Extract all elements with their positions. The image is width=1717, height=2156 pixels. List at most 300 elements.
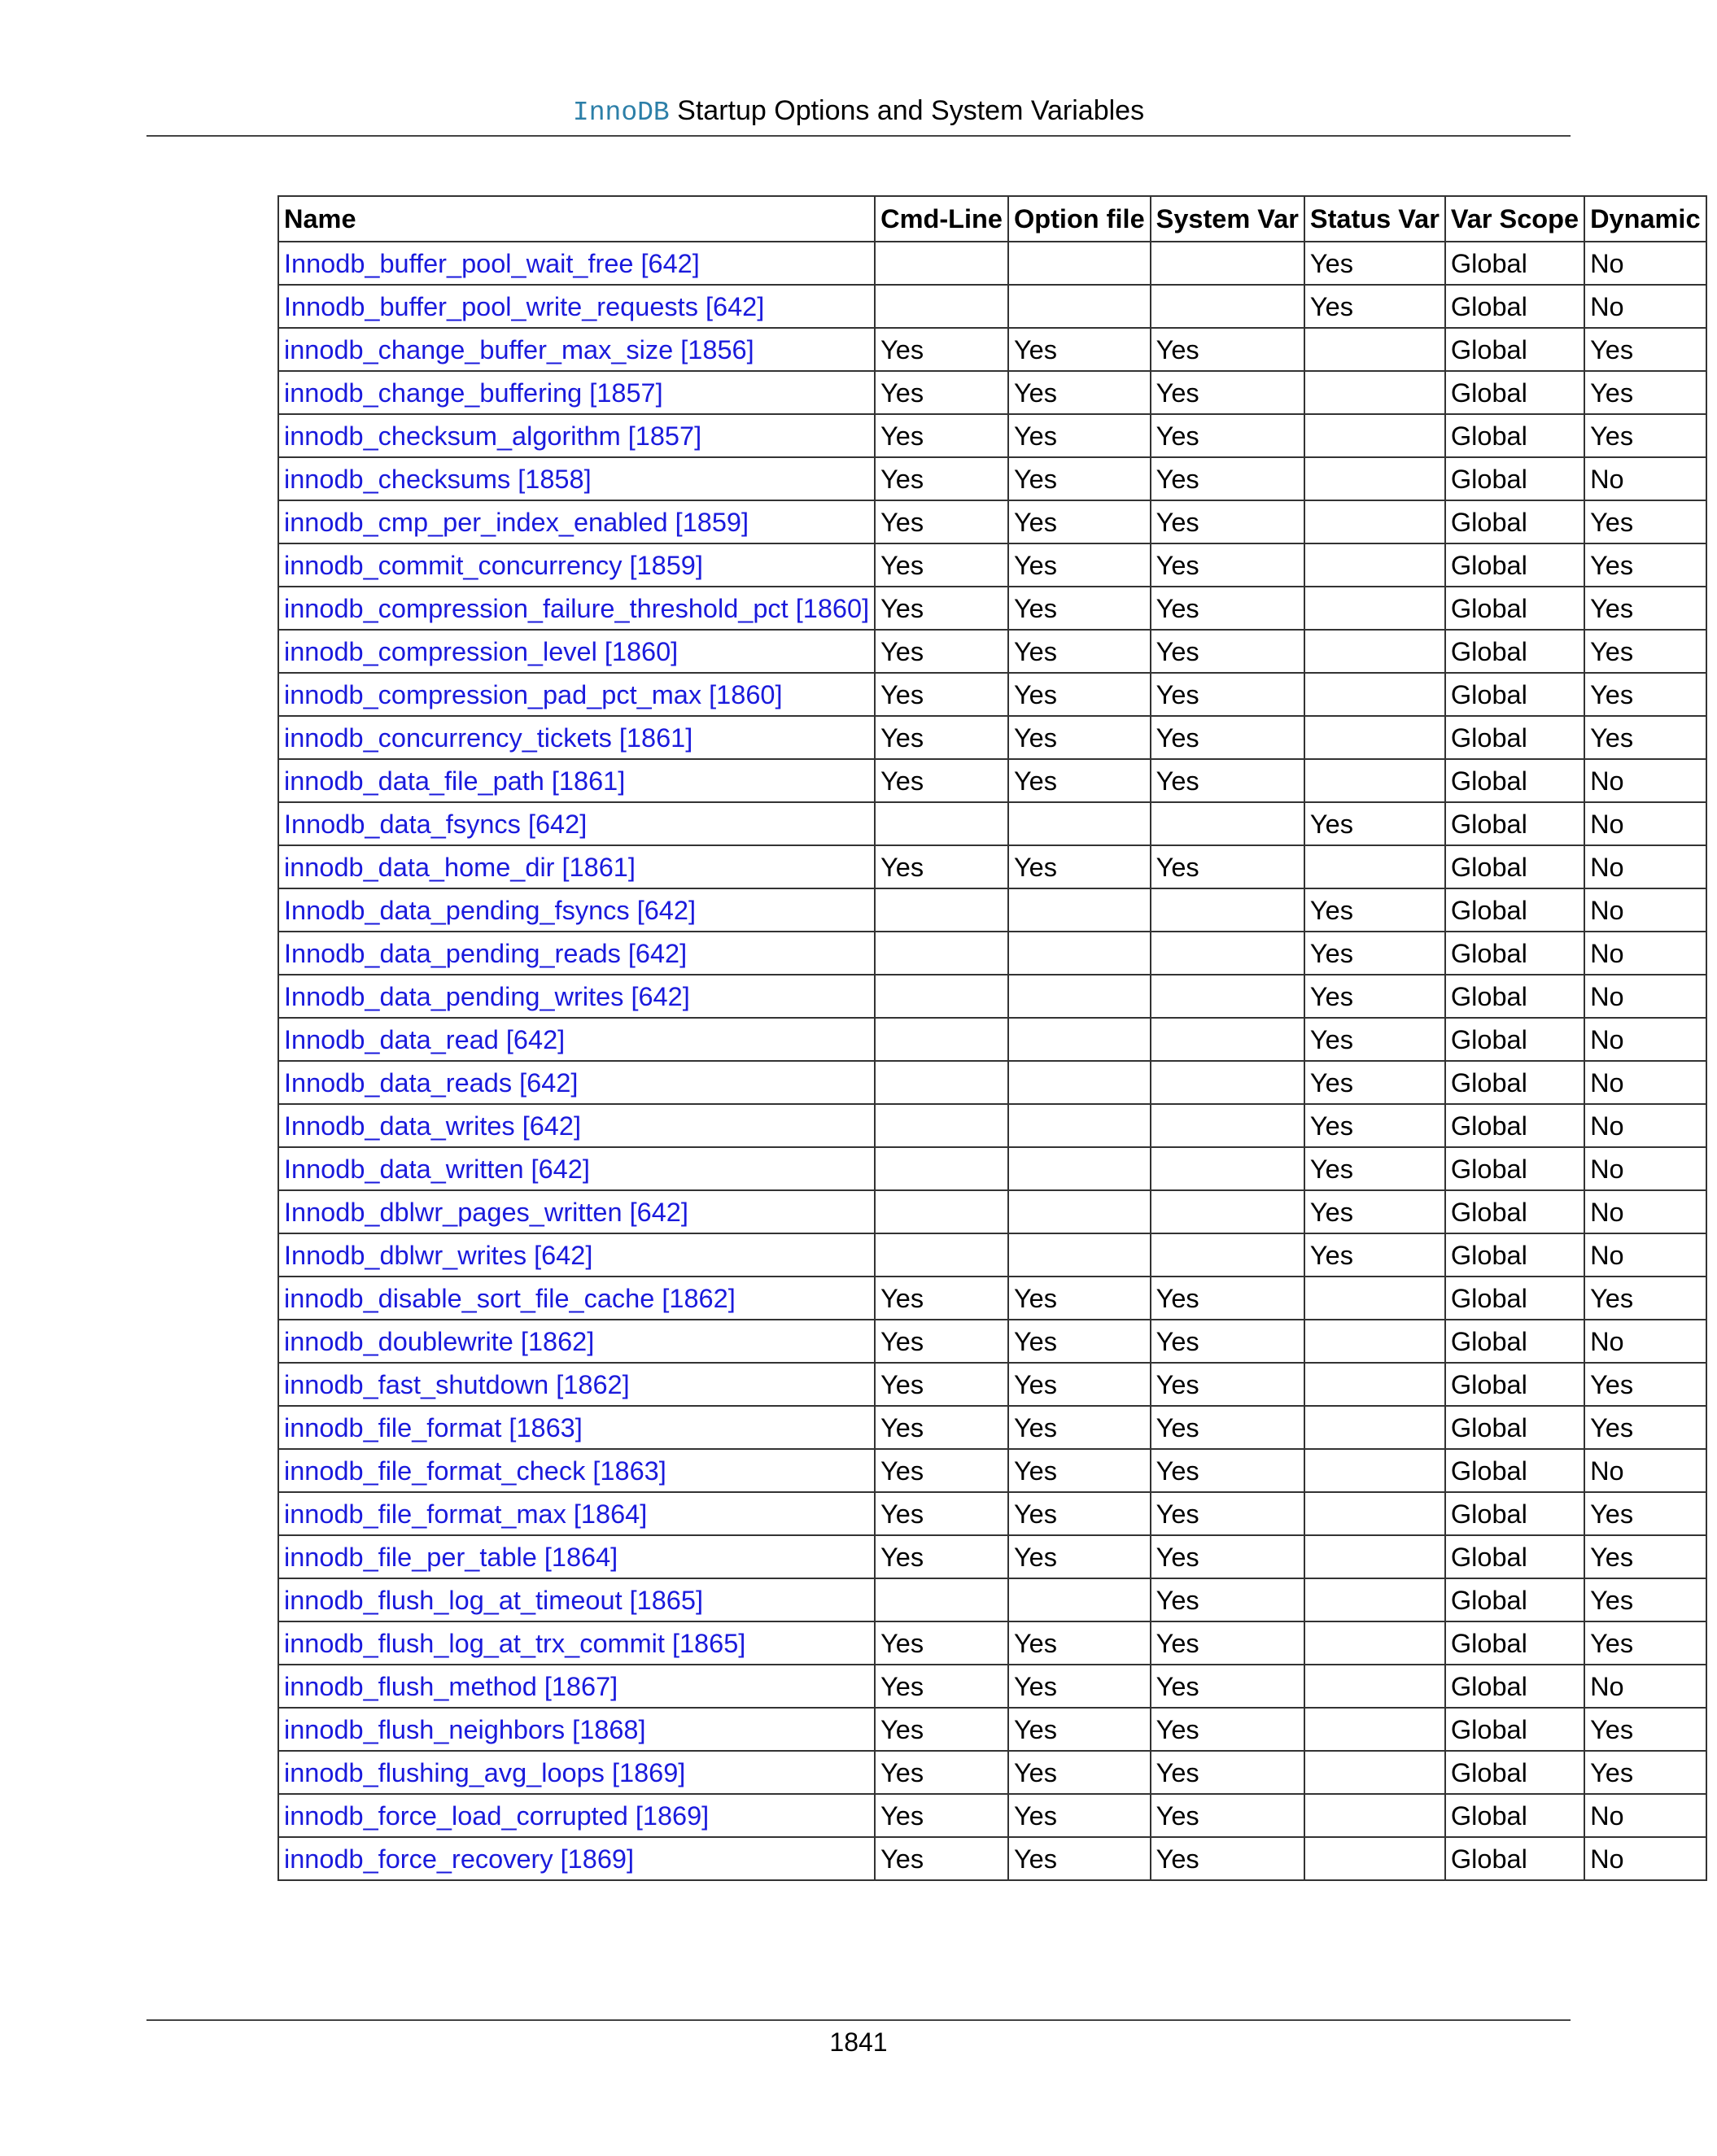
table-row: [278, 802, 1706, 845]
status-var-cell: [1304, 328, 1445, 371]
dynamic-cell: Yes: [1584, 1578, 1706, 1621]
var-scope-cell: Global: [1445, 1665, 1584, 1708]
variable-name-text[interactable]: innodb_force_recovery [1869]: [284, 1844, 635, 1874]
variable-name-text[interactable]: Innodb_data_fsyncs [642]: [284, 809, 588, 839]
dynamic-cell: Yes: [1584, 500, 1706, 543]
option-file-cell: [1008, 802, 1151, 845]
variable-name-text[interactable]: innodb_compression_failure_threshold_pct [1860]: [284, 593, 870, 623]
table-row: [278, 500, 1706, 543]
system-var-cell: Yes: [1151, 587, 1304, 630]
variables-table: [277, 195, 1707, 1881]
dynamic-cell: No: [1584, 1190, 1706, 1233]
dynamic-cell: Yes: [1584, 716, 1706, 759]
system-var-cell: [1151, 802, 1304, 845]
cmd-line-cell: Yes: [875, 1406, 1008, 1449]
option-file-cell: Yes: [1008, 1320, 1151, 1363]
var-scope-cell: Global: [1445, 845, 1584, 888]
option-file-cell: [1008, 1578, 1151, 1621]
var-scope-cell: Global: [1445, 1190, 1584, 1233]
footer-rule: [146, 2019, 1571, 2021]
var-scope-cell: Global: [1445, 802, 1584, 845]
var-scope-cell: Global: [1445, 1578, 1584, 1621]
cmd-line-cell: Yes: [875, 1837, 1008, 1880]
table-row: [278, 888, 1706, 932]
cmd-line-cell: [875, 802, 1008, 845]
column-header: Option file: [1008, 196, 1151, 242]
table-row: [278, 242, 1706, 285]
system-var-cell: [1151, 242, 1304, 285]
variable-name-text[interactable]: innodb_compression_level [1860]: [284, 636, 679, 666]
cmd-line-cell: Yes: [875, 1535, 1008, 1578]
variable-name-link[interactable]: [278, 802, 875, 845]
var-scope-cell: Global: [1445, 1708, 1584, 1751]
system-var-cell: Yes: [1151, 328, 1304, 371]
table-row: [278, 1492, 1706, 1535]
variable-name-text[interactable]: innodb_disable_sort_file_cache [1862]: [284, 1283, 736, 1313]
var-scope-cell: Global: [1445, 1320, 1584, 1363]
system-var-cell: Yes: [1151, 1578, 1304, 1621]
cmd-line-cell: Yes: [875, 1708, 1008, 1751]
table-row: [278, 1535, 1706, 1578]
column-header: System Var: [1151, 196, 1304, 242]
variable-name-text[interactable]: Innodb_buffer_pool_write_requests [642]: [284, 291, 765, 321]
cmd-line-cell: Yes: [875, 1794, 1008, 1837]
var-scope-cell: Global: [1445, 1104, 1584, 1147]
column-header: Var Scope: [1445, 196, 1584, 242]
variable-name-link[interactable]: [278, 1104, 875, 1147]
variable-name-text[interactable]: innodb_checksums [1858]: [284, 464, 592, 494]
status-var-cell: [1304, 1449, 1445, 1492]
dynamic-cell: No: [1584, 1794, 1706, 1837]
variable-name-link[interactable]: [278, 1837, 875, 1880]
status-var-cell: [1304, 673, 1445, 716]
status-var-cell: Yes: [1304, 242, 1445, 285]
option-file-cell: Yes: [1008, 1406, 1151, 1449]
cmd-line-cell: Yes: [875, 759, 1008, 802]
dynamic-cell: No: [1584, 1018, 1706, 1061]
status-var-cell: [1304, 457, 1445, 500]
variable-name-text[interactable]: innodb_checksum_algorithm [1857]: [284, 421, 702, 451]
variable-name-link[interactable]: [278, 1708, 875, 1751]
var-scope-cell: Global: [1445, 630, 1584, 673]
status-var-cell: Yes: [1304, 932, 1445, 975]
cmd-line-cell: Yes: [875, 1621, 1008, 1665]
var-scope-cell: Global: [1445, 716, 1584, 759]
variable-name-text[interactable]: innodb_fast_shutdown [1862]: [284, 1369, 630, 1399]
option-file-cell: Yes: [1008, 1449, 1151, 1492]
cmd-line-cell: [875, 1578, 1008, 1621]
table-row: [278, 1708, 1706, 1751]
variable-name-text[interactable]: Innodb_data_written [642]: [284, 1154, 590, 1184]
system-var-cell: Yes: [1151, 1837, 1304, 1880]
cmd-line-cell: Yes: [875, 500, 1008, 543]
var-scope-cell: Global: [1445, 1794, 1584, 1837]
dynamic-cell: No: [1584, 1665, 1706, 1708]
status-var-cell: [1304, 1751, 1445, 1794]
variable-name-text[interactable]: innodb_force_load_corrupted [1869]: [284, 1800, 710, 1831]
cmd-line-cell: Yes: [875, 1751, 1008, 1794]
variable-name-link[interactable]: [278, 975, 875, 1018]
option-file-cell: [1008, 932, 1151, 975]
variable-name-text[interactable]: Innodb_buffer_pool_wait_free [642]: [284, 248, 700, 278]
variable-name-text[interactable]: innodb_file_per_table [1864]: [284, 1542, 618, 1572]
var-scope-cell: Global: [1445, 1751, 1584, 1794]
column-header: Dynamic: [1584, 196, 1706, 242]
system-var-cell: Yes: [1151, 1277, 1304, 1320]
status-var-cell: [1304, 587, 1445, 630]
dynamic-cell: Yes: [1584, 1621, 1706, 1665]
variable-name-text[interactable]: innodb_file_format [1863]: [284, 1412, 583, 1442]
variable-name-link[interactable]: [278, 457, 875, 500]
table-row: [278, 1277, 1706, 1320]
var-scope-cell: Global: [1445, 1277, 1584, 1320]
table-row: [278, 1233, 1706, 1277]
cmd-line-cell: Yes: [875, 1363, 1008, 1406]
option-file-cell: [1008, 242, 1151, 285]
dynamic-cell: Yes: [1584, 1406, 1706, 1449]
table-row: [278, 285, 1706, 328]
page-number: 1841: [829, 2027, 888, 2057]
var-scope-cell: Global: [1445, 1449, 1584, 1492]
variable-name-text[interactable]: Innodb_dblwr_pages_written [642]: [284, 1197, 688, 1227]
variable-name-link[interactable]: [278, 630, 875, 673]
variable-name-link[interactable]: [278, 1363, 875, 1406]
var-scope-cell: Global: [1445, 285, 1584, 328]
table-row: [278, 1837, 1706, 1880]
option-file-cell: Yes: [1008, 1708, 1151, 1751]
system-var-cell: Yes: [1151, 457, 1304, 500]
status-var-cell: [1304, 1578, 1445, 1621]
system-var-cell: Yes: [1151, 630, 1304, 673]
option-file-cell: Yes: [1008, 1277, 1151, 1320]
table-row: [278, 1794, 1706, 1837]
option-file-cell: Yes: [1008, 630, 1151, 673]
option-file-cell: Yes: [1008, 1492, 1151, 1535]
option-file-cell: Yes: [1008, 500, 1151, 543]
dynamic-cell: No: [1584, 1320, 1706, 1363]
dynamic-cell: Yes: [1584, 1751, 1706, 1794]
system-var-cell: Yes: [1151, 1751, 1304, 1794]
variable-name-text[interactable]: innodb_flush_log_at_trx_commit [1865]: [284, 1628, 746, 1658]
var-scope-cell: Global: [1445, 759, 1584, 802]
variable-name-link[interactable]: [278, 414, 875, 457]
system-var-cell: Yes: [1151, 543, 1304, 587]
cmd-line-cell: Yes: [875, 1492, 1008, 1535]
status-var-cell: Yes: [1304, 1018, 1445, 1061]
variable-name-text[interactable]: innodb_flush_neighbors [1868]: [284, 1714, 646, 1744]
system-var-cell: Yes: [1151, 1665, 1304, 1708]
variable-name-text[interactable]: innodb_commit_concurrency [1859]: [284, 550, 703, 580]
variable-name-link[interactable]: [278, 371, 875, 414]
variable-name-text[interactable]: innodb_change_buffer_max_size [1856]: [284, 334, 754, 364]
status-var-cell: [1304, 1492, 1445, 1535]
variable-name-link[interactable]: [278, 888, 875, 932]
system-var-cell: Yes: [1151, 845, 1304, 888]
variable-name-link[interactable]: [278, 845, 875, 888]
variable-name-text[interactable]: Innodb_dblwr_writes [642]: [284, 1240, 593, 1270]
variable-name-link[interactable]: [278, 716, 875, 759]
variable-name-link[interactable]: [278, 500, 875, 543]
system-var-cell: Yes: [1151, 1363, 1304, 1406]
system-var-cell: [1151, 1147, 1304, 1190]
system-var-cell: Yes: [1151, 673, 1304, 716]
variable-name-link[interactable]: [278, 1320, 875, 1363]
var-scope-cell: Global: [1445, 543, 1584, 587]
table-header-row: [278, 196, 1706, 242]
table-row: [278, 1320, 1706, 1363]
variable-name-link[interactable]: [278, 587, 875, 630]
variable-name-link[interactable]: [278, 242, 875, 285]
status-var-cell: Yes: [1304, 888, 1445, 932]
cmd-line-cell: [875, 888, 1008, 932]
variable-name-link[interactable]: [278, 1751, 875, 1794]
option-file-cell: Yes: [1008, 1535, 1151, 1578]
variable-name-link[interactable]: [278, 1578, 875, 1621]
table-row: [278, 328, 1706, 371]
cmd-line-cell: [875, 975, 1008, 1018]
variable-name-text[interactable]: innodb_data_home_dir [1861]: [284, 852, 636, 882]
status-var-cell: [1304, 1535, 1445, 1578]
table-row: [278, 759, 1706, 802]
dynamic-cell: Yes: [1584, 630, 1706, 673]
var-scope-cell: Global: [1445, 1018, 1584, 1061]
var-scope-cell: Global: [1445, 1837, 1584, 1880]
table-row: [278, 1449, 1706, 1492]
system-var-cell: Yes: [1151, 1621, 1304, 1665]
option-file-cell: [1008, 1147, 1151, 1190]
cmd-line-cell: Yes: [875, 630, 1008, 673]
cmd-line-cell: Yes: [875, 1449, 1008, 1492]
variable-name-link[interactable]: [278, 1233, 875, 1277]
dynamic-cell: No: [1584, 759, 1706, 802]
variable-name-text[interactable]: innodb_flush_method [1867]: [284, 1671, 618, 1701]
header-innodb-prefix: InnoDB: [572, 98, 670, 128]
dynamic-cell: Yes: [1584, 673, 1706, 716]
header-title: Startup Options and System Variables: [669, 95, 1145, 126]
variable-name-link[interactable]: [278, 932, 875, 975]
variable-name-link[interactable]: [278, 328, 875, 371]
option-file-cell: Yes: [1008, 328, 1151, 371]
var-scope-cell: Global: [1445, 457, 1584, 500]
status-var-cell: Yes: [1304, 285, 1445, 328]
status-var-cell: [1304, 1363, 1445, 1406]
option-file-cell: Yes: [1008, 414, 1151, 457]
variable-name-text[interactable]: innodb_change_buffering [1857]: [284, 378, 663, 408]
table-row: [278, 1190, 1706, 1233]
variable-name-link[interactable]: [278, 1406, 875, 1449]
variable-name-text[interactable]: innodb_concurrency_tickets [1861]: [284, 722, 693, 753]
system-var-cell: [1151, 1104, 1304, 1147]
variable-name-link[interactable]: [278, 1665, 875, 1708]
table-row: [278, 1578, 1706, 1621]
cmd-line-cell: Yes: [875, 845, 1008, 888]
table-row: [278, 457, 1706, 500]
system-var-cell: Yes: [1151, 371, 1304, 414]
status-var-cell: Yes: [1304, 1190, 1445, 1233]
table-row: [278, 1018, 1706, 1061]
status-var-cell: [1304, 371, 1445, 414]
system-var-cell: Yes: [1151, 414, 1304, 457]
column-header: Name: [278, 196, 875, 242]
cmd-line-cell: Yes: [875, 543, 1008, 587]
dynamic-cell: No: [1584, 802, 1706, 845]
variable-name-text[interactable]: Innodb_data_reads [642]: [284, 1067, 579, 1098]
variable-name-text[interactable]: innodb_cmp_per_index_enabled [1859]: [284, 507, 749, 537]
dynamic-cell: Yes: [1584, 1492, 1706, 1535]
dynamic-cell: No: [1584, 457, 1706, 500]
var-scope-cell: Global: [1445, 371, 1584, 414]
variable-name-text[interactable]: Innodb_data_pending_reads [642]: [284, 938, 688, 968]
variable-name-text[interactable]: innodb_doublewrite [1862]: [284, 1326, 595, 1356]
variable-name-link[interactable]: [278, 1018, 875, 1061]
variable-name-text[interactable]: Innodb_data_read [642]: [284, 1024, 566, 1054]
status-var-cell: [1304, 759, 1445, 802]
status-var-cell: [1304, 543, 1445, 587]
var-scope-cell: Global: [1445, 414, 1584, 457]
variable-name-link[interactable]: [278, 1621, 875, 1665]
var-scope-cell: Global: [1445, 673, 1584, 716]
variable-name-link[interactable]: [278, 1794, 875, 1837]
variable-name-text[interactable]: innodb_compression_pad_pct_max [1860]: [284, 679, 783, 709]
cmd-line-cell: Yes: [875, 1277, 1008, 1320]
status-var-cell: [1304, 1320, 1445, 1363]
var-scope-cell: Global: [1445, 328, 1584, 371]
status-var-cell: Yes: [1304, 1147, 1445, 1190]
system-var-cell: Yes: [1151, 1320, 1304, 1363]
cmd-line-cell: [875, 932, 1008, 975]
variable-name-text[interactable]: innodb_file_format_check [1863]: [284, 1456, 666, 1486]
cmd-line-cell: [875, 1233, 1008, 1277]
variable-name-link[interactable]: [278, 543, 875, 587]
dynamic-cell: No: [1584, 975, 1706, 1018]
variable-name-text[interactable]: innodb_data_file_path [1861]: [284, 766, 626, 796]
var-scope-cell: Global: [1445, 1406, 1584, 1449]
cmd-line-cell: Yes: [875, 457, 1008, 500]
cmd-line-cell: [875, 242, 1008, 285]
table-row: [278, 1061, 1706, 1104]
table-row: [278, 1406, 1706, 1449]
cmd-line-cell: Yes: [875, 673, 1008, 716]
cmd-line-cell: [875, 1018, 1008, 1061]
system-var-cell: [1151, 1190, 1304, 1233]
variable-name-link[interactable]: [278, 1190, 875, 1233]
variable-name-link[interactable]: [278, 1492, 875, 1535]
system-var-cell: [1151, 932, 1304, 975]
dynamic-cell: No: [1584, 1147, 1706, 1190]
option-file-cell: Yes: [1008, 673, 1151, 716]
status-var-cell: [1304, 1621, 1445, 1665]
var-scope-cell: Global: [1445, 500, 1584, 543]
system-var-cell: Yes: [1151, 716, 1304, 759]
option-file-cell: Yes: [1008, 587, 1151, 630]
variable-name-text[interactable]: innodb_file_format_max [1864]: [284, 1499, 648, 1529]
table-row: [278, 975, 1706, 1018]
table-row: [278, 414, 1706, 457]
status-var-cell: Yes: [1304, 1233, 1445, 1277]
dynamic-cell: Yes: [1584, 414, 1706, 457]
cmd-line-cell: Yes: [875, 414, 1008, 457]
table-row: [278, 1665, 1706, 1708]
status-var-cell: Yes: [1304, 1061, 1445, 1104]
dynamic-cell: No: [1584, 932, 1706, 975]
option-file-cell: Yes: [1008, 716, 1151, 759]
var-scope-cell: Global: [1445, 587, 1584, 630]
variable-name-text[interactable]: innodb_flush_log_at_timeout [1865]: [284, 1585, 703, 1615]
cmd-line-cell: [875, 1104, 1008, 1147]
dynamic-cell: No: [1584, 888, 1706, 932]
var-scope-cell: Global: [1445, 975, 1584, 1018]
dynamic-cell: No: [1584, 1233, 1706, 1277]
variable-name-link[interactable]: [278, 1061, 875, 1104]
option-file-cell: Yes: [1008, 543, 1151, 587]
cmd-line-cell: [875, 1061, 1008, 1104]
dynamic-cell: No: [1584, 1449, 1706, 1492]
variable-name-text[interactable]: Innodb_data_pending_writes [642]: [284, 981, 690, 1011]
variable-name-link[interactable]: [278, 673, 875, 716]
status-var-cell: [1304, 500, 1445, 543]
table-row: [278, 1621, 1706, 1665]
status-var-cell: [1304, 630, 1445, 673]
cmd-line-cell: Yes: [875, 716, 1008, 759]
table-row: [278, 716, 1706, 759]
table-row: [278, 630, 1706, 673]
variable-name-link[interactable]: [278, 1277, 875, 1320]
system-var-cell: Yes: [1151, 1535, 1304, 1578]
option-file-cell: [1008, 888, 1151, 932]
option-file-cell: Yes: [1008, 845, 1151, 888]
option-file-cell: Yes: [1008, 1837, 1151, 1880]
variable-name-link[interactable]: [278, 759, 875, 802]
variable-name-text[interactable]: Innodb_data_writes [642]: [284, 1111, 581, 1141]
table-row: [278, 1104, 1706, 1147]
system-var-cell: Yes: [1151, 1449, 1304, 1492]
status-var-cell: [1304, 1708, 1445, 1751]
var-scope-cell: Global: [1445, 242, 1584, 285]
variable-name-text[interactable]: Innodb_data_pending_fsyncs [642]: [284, 895, 696, 925]
table-row: [278, 1751, 1706, 1794]
status-var-cell: [1304, 1406, 1445, 1449]
system-var-cell: [1151, 1061, 1304, 1104]
dynamic-cell: No: [1584, 845, 1706, 888]
variable-name-link[interactable]: [278, 1147, 875, 1190]
page-header: [0, 94, 1717, 129]
header-rule: [146, 135, 1571, 137]
status-var-cell: [1304, 1665, 1445, 1708]
cmd-line-cell: Yes: [875, 1320, 1008, 1363]
system-var-cell: [1151, 1233, 1304, 1277]
variable-name-link[interactable]: [278, 1535, 875, 1578]
dynamic-cell: No: [1584, 1837, 1706, 1880]
cmd-line-cell: Yes: [875, 1665, 1008, 1708]
option-file-cell: Yes: [1008, 1621, 1151, 1665]
cmd-line-cell: Yes: [875, 587, 1008, 630]
variable-name-link[interactable]: [278, 285, 875, 328]
system-var-cell: [1151, 1018, 1304, 1061]
option-file-cell: Yes: [1008, 1794, 1151, 1837]
option-file-cell: Yes: [1008, 759, 1151, 802]
cmd-line-cell: Yes: [875, 328, 1008, 371]
variable-name-text[interactable]: innodb_flushing_avg_loops [1869]: [284, 1757, 686, 1787]
option-file-cell: Yes: [1008, 1751, 1151, 1794]
variable-name-link[interactable]: [278, 1449, 875, 1492]
dynamic-cell: Yes: [1584, 1363, 1706, 1406]
var-scope-cell: Global: [1445, 1147, 1584, 1190]
var-scope-cell: Global: [1445, 1621, 1584, 1665]
cmd-line-cell: Yes: [875, 371, 1008, 414]
dynamic-cell: Yes: [1584, 587, 1706, 630]
option-file-cell: [1008, 975, 1151, 1018]
table-row: [278, 1363, 1706, 1406]
